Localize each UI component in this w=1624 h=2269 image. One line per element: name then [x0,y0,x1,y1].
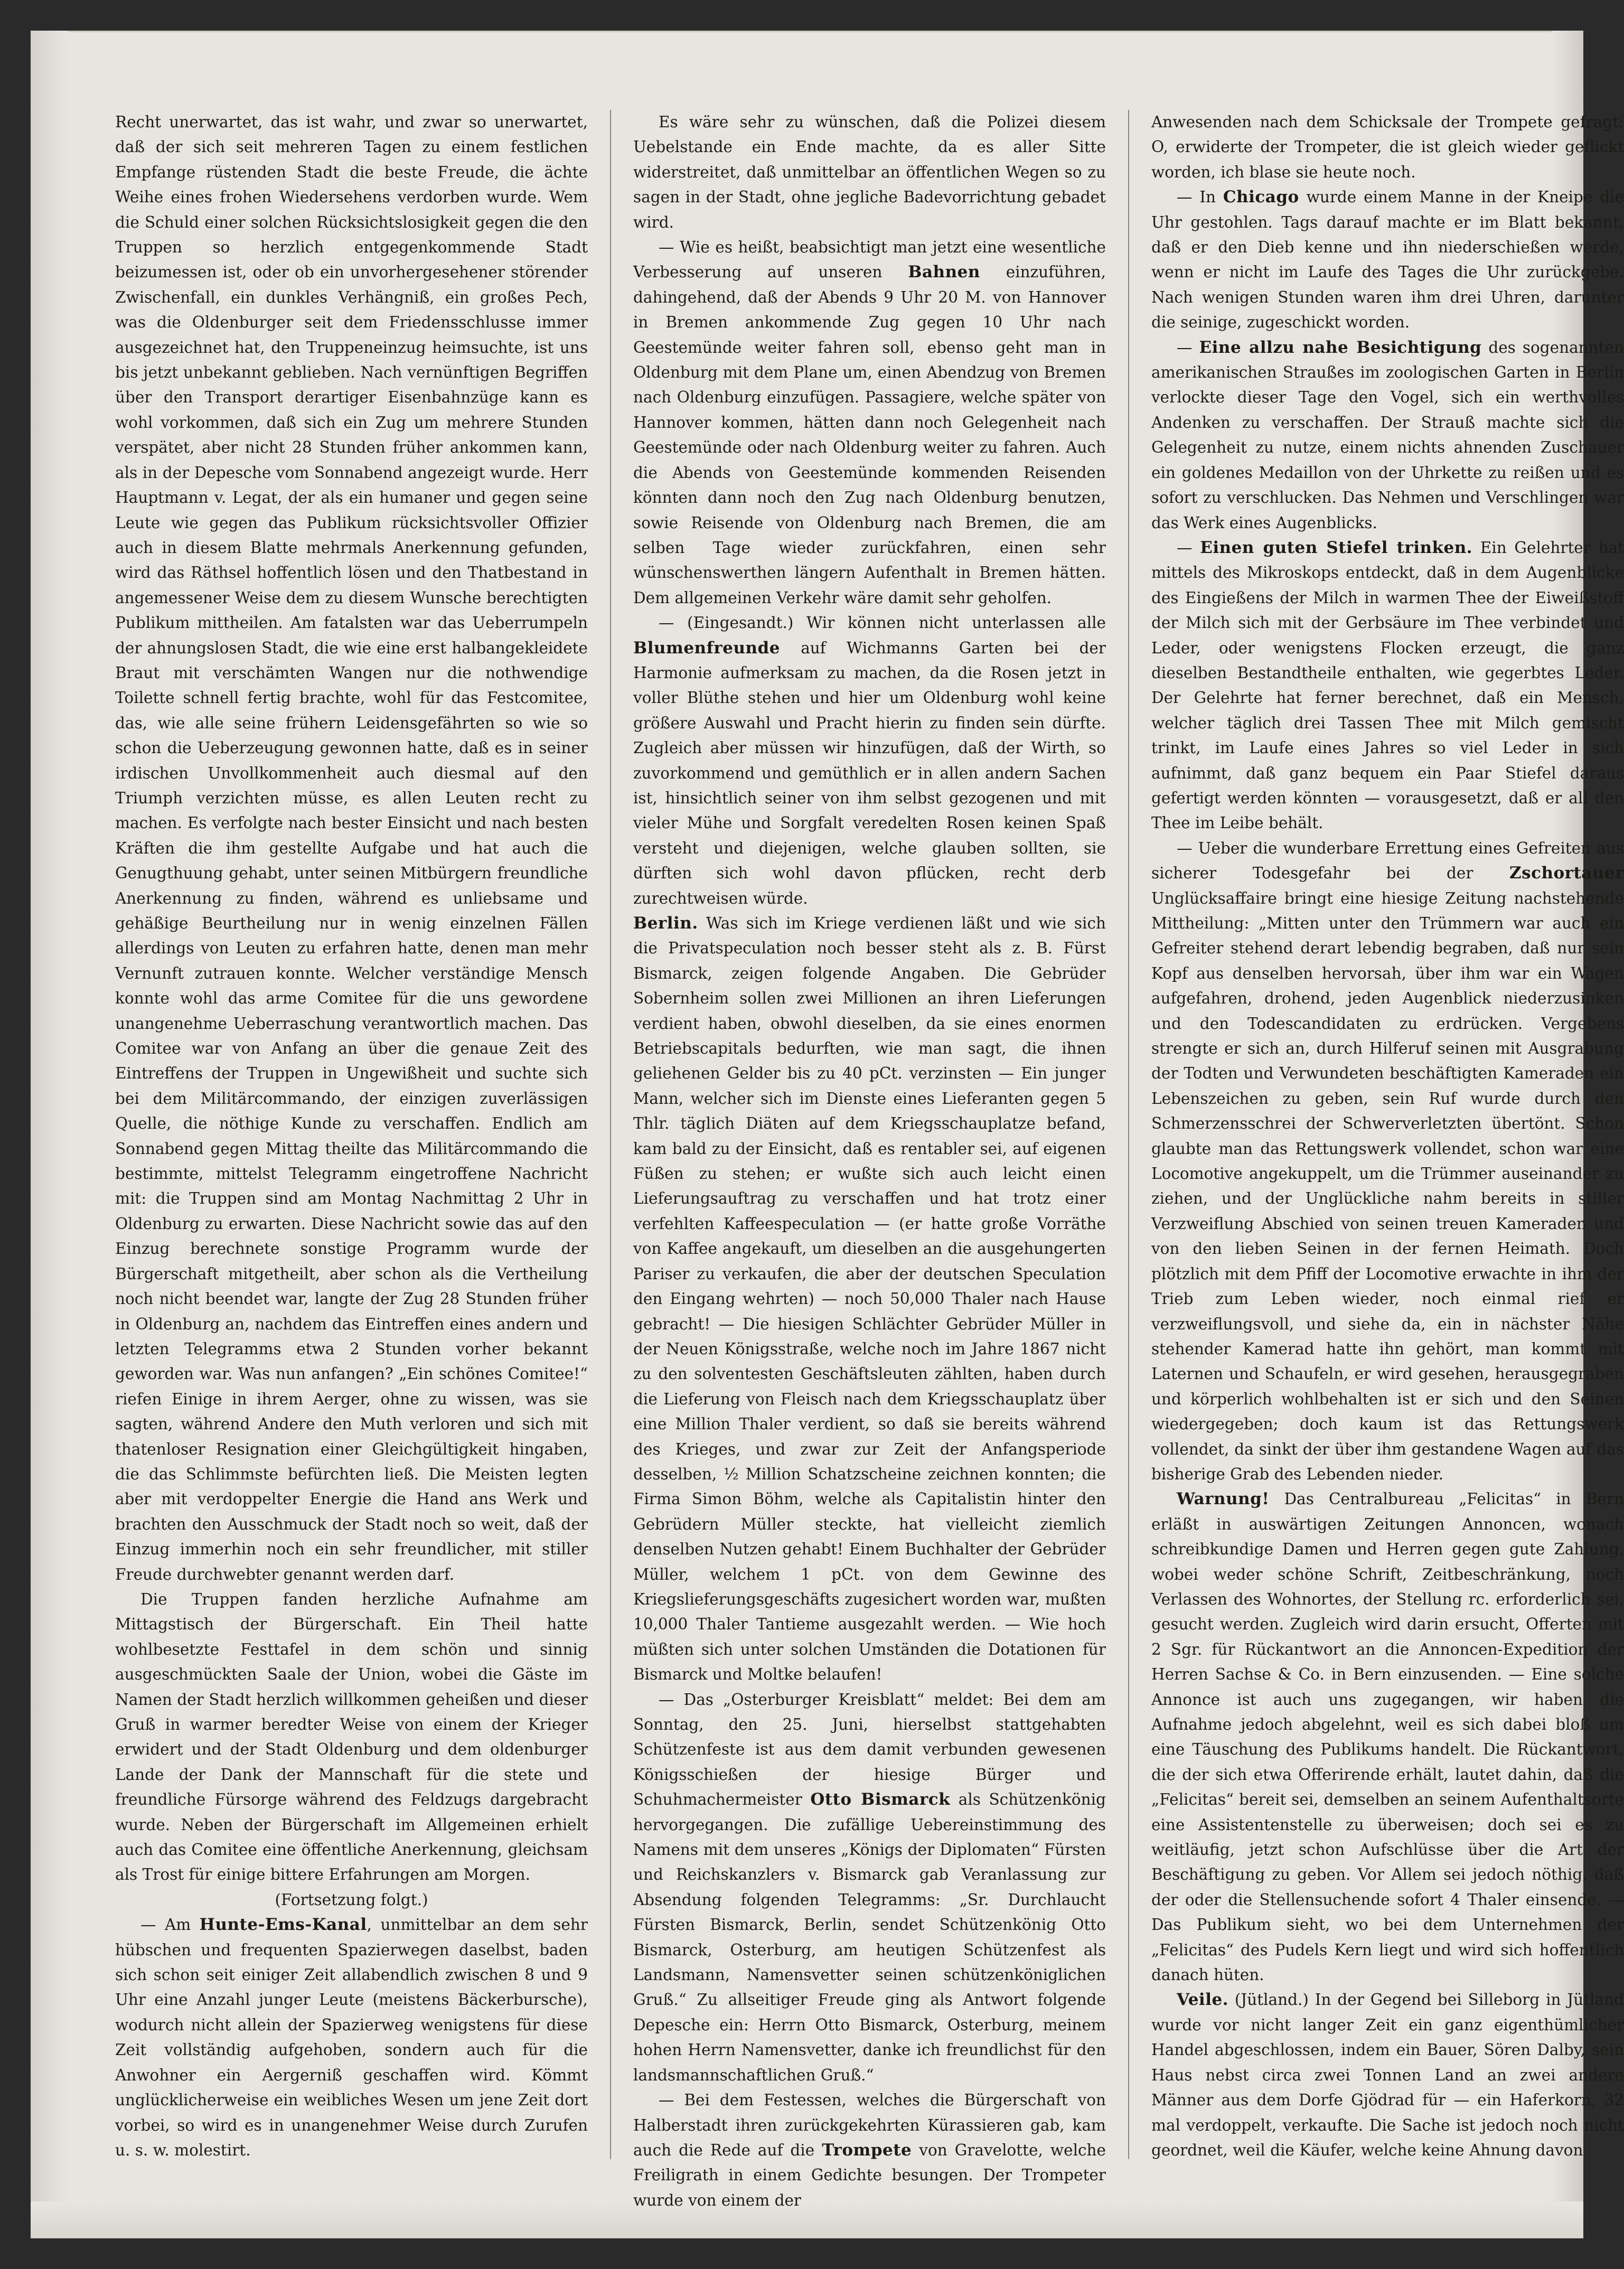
column-1 [115,110,588,2159]
article-paragraph: Es wäre sehr zu wünschen, daß die Polizei diesem Uebelstande ein Ende machte, da es aller Sitte widerstreitet, daß unmittelbar an öffentlichen Wegen so zu sagen in der Stadt, ohne jegliche Badevorrichtung gebadet wird. [633,113,1106,231]
paragraph-lead: — In [1177,188,1223,207]
article-paragraph: Die Truppen fanden herzliche Aufnahme am Mittagstisch der Bürgerschaft. Ein Theil hatte wohlbesetzte Festtafel in dem schön und sinnig ausgeschmückten Saale der Union, wobei die Gäste im Namen der Stadt herzlich willkommen geheißen und dieser Gruß in warmer beredter Weise von einem der Krieger erwidert und der Stadt Oldenburg und dem oldenburger Lande der Dank der Mannschaft für die stete und freundliche Fürsorge während des Feldzugs dargebracht wurde. Neben der Bürgerschaft im Allgemeinen erhielt auch das Comitee eine öffentliche Anerkennung, gleichsam als Trost für einige bittere Erfahrungen am Morgen. [115,1590,588,1884]
paragraph-text: Das Centralbureau „Felicitas“ in Bern erläßt in auswärtigen Zeitungen Annoncen, wonach schreibkundige Damen und Herren gegen gute Zahlung, wobei weder schöne Schrift, Zeitbeschränkung, noch Verlassen des Wohnortes, der Stellung rc. erforderlich sei, gesucht werden. Zugleich wird darin ersucht, Offerten mit 2 Sgr. für Rückantwort an die Annoncen-Expedition der Herren Sachse & Co. in Bern einzusenden. — Eine solche Annonce ist auch uns zugegangen, wir haben die Aufnahme jedoch abgelehnt, weil es sich dabei bloß um eine Täuschung des Publikums handelt. Die Rückantwort, die der sich etwa Offerirende erhält, lautet dahin, daß die „Felicitas“ bereit sei, demselben an seinem Aufenthaltsorte eine Assistentenstelle zu überweisen; doch sei es zu weitläufig, jetzt schon Aufschlüsse über die Art der Beschäftigung zu geben. Vor Allem sei jedoch nöthig, daß der oder die Stellensuchende sofort 4 Thaler einsende. — Das Publikum sieht, wo bei dem Unternehmen der „Felicitas“ des Pudels Kern liegt und wird sich hoffentlich danach hüten. [1151,1490,1624,1984]
paragraph-text: wurde einem Manne in der Kneipe die Uhr gestohlen. Tags darauf machte er im Blatt bekannt, daß er den Dieb kenne und ihn niederschießen werde, wenn er nicht im Laufe des Tages die Uhr zurückgebe. Nach wenigen Stunden waren ihm drei Uhren, darunter die seinige, zugeschickt worden. [1151,188,1624,332]
paragraph-lead: — Ueber die wunderbare Errettung eines Gefreiten aus sicherer Todesgefahr bei der [1151,839,1624,883]
article-paragraph [633,235,1106,611]
paragraph-text: von Gravelotte, welche Freiligrath in einem Gedichte besungen. Der Trompeter wurde von einem der [633,2141,1106,2209]
text-columns [115,110,1624,2209]
page-edge-shadow-left [31,31,68,2238]
headline-keyword: Einen guten Stiefel trinken. [1200,538,1473,557]
column-3 [1151,110,1624,2159]
paragraph-lead: — [1177,538,1200,557]
headline-keyword: Zschortauer [1509,864,1624,883]
headline-keyword: Otto Bismarck [810,1790,951,1809]
newspaper-page [31,31,1624,2238]
article-paragraph [633,2088,1106,2213]
paragraph-lead: — Am [140,1916,200,1934]
article-paragraph: (Fortsetzung folgt.) [275,1890,428,1909]
article-paragraph [1151,185,1624,335]
paragraph-text: des sogenannten amerikanischen Straußes im zoologischen Garten in Berlin verlockte dieser Tage den Vogel, sich ein werthvolles Andenken zu verschaffen. Der Strauß machte sich die Gelegenheit zu nutze, einem nichts ahnenden Zuschauer ein goldenes Medaillon von der Uhrkette zu reißen und es sofort zu verschlucken. Das Nehmen und Verschlingen war das Werk eines Augenblicks. [1151,338,1624,532]
headline-keyword: Eine allzu nahe Besichtigung [1199,337,1482,357]
paragraph-text: als Schützenkönig hervorgegangen. Die zufällige Uebereinstimmung des Namens mit dem unseres „Königs der Diplomaten“ Fürsten und Reichskanzlers v. Bismarck gab Veranlassung zur Absendung folgenden Telegramms: „Sr. Durchlaucht Fürsten Bismarck, Berlin, sendet Schützenkönig Otto Bismarck, Osterburg, am heutigen Schützenfest als Landsmann, Namensvetter seinen schützenköniglichen Gruß.“ Zu allseitiger Freude ging als Antwort folgende Depesche ein: Herrn Otto Bismarck, Osterburg, meinem hohen Herrn Namensvetter, danke ich freundlichst für den landsmannschaftlichen Gruß.“ [633,1790,1106,2084]
paragraph-text: auf Wichmanns Garten bei der Harmonie aufmerksam zu machen, da die Rosen jetzt in voller Blüthe stehen und hier um Oldenburg wohl keine größere Auswahl und Pracht hierin zu finden sein dürfte. Zugleich aber müssen wir hinzufügen, daß der Wirth, so zuvorkommend und gemüthlich er in allen andern Sachen ist, hinsichtlich seiner von ihm selbst gezogenen und mit vieler Mühe und Sorgfalt veredelten Rosen keinen Spaß versteht und diejenigen, welche glauben sollten, sie dürften sich wohl davon pflücken, recht derb zurechtweisen würde. [633,639,1106,907]
paragraph-text: Was sich im Kriege verdienen läßt und wie sich die Privatspeculation noch besser steht als z. B. Fürst Bismarck, zeigen folgende Angaben. Die Gebrüder Sobernheim sollen zwei Millionen an ihren Lieferungen verdient haben, obwohl dieselben, da sie eines enormen Betriebscapitals bedurften, wie man sagt, die ihnen geliehenen Gelder bis zu 40 pCt. verzinsten — Ein junger Mann, welcher sich im Dienste eines Lieferanten gegen 5 Thlr. täglich Diäten auf dem Kriegsschauplatze befand, kam bald zu der Einsicht, daß es rentabler sei, auf eigenen Füßen zu stehen; er wußte sich auch leicht einen Lieferungsauftrag zu verschaffen und hat trotz einer verfehlten Kaffeespeculation — (er hatte große Vorräthe von Kaffee angekauft, um dieselben an die ausgehungerten Pariser zu verkaufen, die aber der deutschen Speculation den Eingang wehrten) — noch 50,000 Thaler nach Hause gebracht! — Die hiesigen Schlächter Gebrüder Müller in der Neuen Königsstraße, welche noch im Jahre 1867 nicht zu den solventesten Geschäftsleuten zählten, haben durch die Lieferung von Fleisch nach dem Kriegsschauplatz über eine Million Thaler verdient, so daß sie bereits während des Krieges, und zwar zur Zeit der Anfangsperiode desselben, ½ Million Schatzscheine zeichnen konnten; die Firma Simon Böhm, welche als Capitalistin hinter den Gebrüdern Müller steckte, hat vielleicht ziemlich denselben Nutzen gehabt! Einem Buchhalter der Gebrüder Müller, welchem 1 pCt. von dem Gewinne des Kriegslieferungsgeschäfts zugesichert worden war, mußten 10,000 Thaler Tantieme ausgezahlt werden. — Wie hoch müßten sich unter solchen Umständen die Dotationen für Bismarck und Moltke belaufen! [633,914,1106,1684]
article-paragraph: Anwesenden nach dem Schicksale der Trompete gefragt: O, erwiderte der Trompeter, die ist gleich wieder geflickt worden, ich blase sie heute noch. [1151,113,1624,181]
column-2 [633,110,1106,2209]
paragraph-text: (Jütland.) In der Gegend bei Silleborg in Jütland wurde vor nicht langer Zeit ein ganz eigenthümlicher Handel abgeschlossen, indem ein Bauer, Sören Dalby, sein Haus nebst circa zwei Tonnen Land an zwei andere Männer aus dem Dorfe Gjödrad für — ein Haferkorn, 32 mal verdoppelt, verkaufte. Die Sache ist jedoch noch nicht geordnet, weil die Käufer, welche keine Ahnung davon [1151,1991,1624,2159]
paragraph-lead: — Das „Osterburger Kreisblatt“ meldet: Bei dem am Sonntag, den 25. Juni, hierselbst stattgehabten Schützenfeste ist aus dem damit verbunden gewesenen Königsschießen der hiesige Bürger und Schuhmachermeister [633,1690,1106,1809]
headline-keyword: Berlin. [633,914,698,933]
article-paragraph [1151,335,1624,536]
paragraph-lead: — Bei dem Festessen, welches die Bürgerschaft von Halberstadt ihren zurückgekehrten Kürassieren gab, kam auch die Rede auf die [633,2091,1106,2159]
paragraph-lead: — (Eingesandt.) Wir können nicht unterlassen alle [659,614,1106,632]
paragraph-text: Unglücksaffaire bringt eine hiesige Zeitung nachstehende Mittheilung: „Mitten unter den Trümmern war auch ein Gefreiter stehend derart lebendig begraben, daß nur sein Kopf aus denselben hervorsah, über ihm war ein Wagen aufgefahren, drohend, jeden Augenblick niederzusinken und den Todescandidaten zu erdrücken. Vergebens strengte er sich an, durch Hilferuf seinen mit Ausgrabung der Todten und Verwundeten beschäftigten Kameraden ein Lebenszeichen zu geben, sein Ruf wurde durch den Schmerzensschrei der Schwerverletzten übertönt. Schon glaubte man das Rettungswerk vollendet, schon war eine Locomotive angekuppelt, um die Trümmer auseinander zu ziehen, und der Unglückliche nahm bereits in stiller Verzweiflung Abschied von seinen treuen Kameraden und von den lieben Seinen in der fernen Heimath. Doch plötzlich mit dem Pfiff der Locomotive erwachte in ihm der Trieb zum Leben wieder, noch einmal rief er verzweiflungsvoll, und siehe da, ein in nächster Nähe stehender Kamerad hatte ihn gehört, man kommt mit Laternen und Schaufeln, er wird gesehen, herausgegraben und körperlich wohlbehalten ist er sich und den Seinen wiedergegeben; doch kaum ist das Rettungswerk vollendet, da sinkt der über ihm gestandene Wagen auf das bisherige Grab des Lebenden nieder. [1151,889,1624,1483]
column-rule [1128,110,1129,2159]
article-paragraph [1151,536,1624,836]
paragraph-lead: — [1177,338,1199,357]
headline-keyword: Hunte-Ems-Kanal [199,1915,367,1935]
article-paragraph [1151,1487,1624,1987]
article-paragraph [633,911,1106,1687]
headline-keyword: Chicago [1223,187,1299,207]
article-paragraph [1151,1987,1624,2163]
paragraph-text: , unmittelbar an dem sehr hübschen und frequenten Spazierwegen daselbst, baden sich schon seit einiger Zeit allabendlich zwischen 8 und 9 Uhr eine Anzahl junger Leute (meistens Bäckerbursche), wodurch nicht allein der Spazierweg wenigstens für diese Zeit vollständig aufgehoben, sondern auch für die Anwohner ein Aergerniß geschaffen wird. Kömmt unglücklicherweise ein weibliches Wesen um jene Zeit dort vorbei, so wird es in unangenehmer Weise durch Zurufen u. s. w. molestirt. [115,1916,588,2159]
headline-keyword: Warnung! [1177,1489,1270,1509]
paragraph-text: einzuführen, dahingehend, daß der Abends 9 Uhr 20 M. von Hannover in Bremen ankommende Zug gegen 10 Uhr nach Geestemünde weiter fahren soll, ebenso geht man in Oldenburg mit dem Plane um, einen Abendzug von Bremen nach Oldenburg einzufügen. Passagiere, welche später von Hannover kommen, hätten dann noch Gelegenheit nach Geestemünde oder nach Oldenburg weiter zu fahren. Auch die Abends von Geestemünde kommenden Reisenden könnten dann noch den Zug nach Oldenburg benutzen, sowie Reisende von Oldenburg nach Bremen, die am selben Tage wieder zurückfahren, einen sehr wünschenswerthen längern Aufenthalt in Bremen hätten. Dem allgemeinen Verkehr wäre damit sehr geholfen. [633,263,1106,607]
paragraph-text: Ein Gelehrter hat mittels des Mikroskops entdeckt, daß in dem Augenblicke des Eingießens der Milch in warmen Thee der Eiweißstoff der Milch sich mit der Gerbsäure im Thee verbindet und Leder, oder wenigstens Flocken erzeugt, die ganz dieselben Bestandtheile enthalten, wie gegerbtes Leder. Der Gelehrte hat ferner berechnet, daß ein Mensch, welcher täglich drei Tassen Thee mit Milch gemischt trinkt, im Laufe eines Jahres so viel Leder in sich aufnimmt, daß ganz bequem ein Paar Stiefel daraus gefertigt werden könnten — vorausgesetzt, daß er all den Thee im Leibe behält. [1151,538,1624,832]
article-paragraph [1151,836,1624,1487]
article-paragraph [633,611,1106,911]
headline-keyword: Blumenfreunde [633,638,780,658]
headline-keyword: Trompete [822,2140,912,2160]
article-paragraph [115,1912,588,2163]
paragraph-lead: — Wie es heißt, beabsichtigt man jetzt eine wesentliche Verbesserung auf unseren [633,238,1106,282]
headline-keyword: Bahnen [908,262,980,282]
article-paragraph [633,1687,1106,2088]
column-rule [610,110,611,2159]
article-paragraph: Recht unerwartet, das ist wahr, und zwar so unerwartet, daß der sich seit mehreren Tagen zu einem festlichen Empfange rüstenden Stadt die beste Freude, die ächte Weihe eines frohen Wiedersehens verdorben wurde. Wem die Schuld einer solchen Rücksichtslosigkeit gegen die den Truppen so herzlich entgegenkommende Stadt beizumessen ist, oder ob ein unvorhergesehener störender Zwischenfall, ein dunkles Verhängniß, ein großes Pech, was die Oldenburger seit dem Friedensschlusse immer ausgezeichnet hat, den Truppeneinzug heimsuchte, ist uns bis jetzt unbekannt geblieben. Nach vernünftigen Begriffen über den Transport derartiger Eisenbahnzüge kann es wohl vorkommen, daß sich ein Zug um mehrere Stunden verspätet, aber nicht 28 Stunden früher ankommen kann, als in der Depesche vom Sonnabend angezeigt wurde. Herr Hauptmann v. Legat, der als ein humaner und gegen seine Leute wie gegen das Publikum rücksichtsvoller Offizier auch in diesem Blatte mehrmals Anerkennung gefunden, wird das Räthsel hoffentlich lösen und den Thatbestand in angemessener Weise dem zu diesem Wunsche berechtigten Publikum mittheilen. Am fatalsten war das Ueberrumpeln der ahnungslosen Stadt, die wie eine erst halbangekleidete Braut mit verschämten Wangen nur die nothwendige Toilette schnell fertig brachte, wohl für das Festcomitee, das, wie alle seine frühern Leidensgefährten so wie so schon die Ueberzeugung gewonnen hatte, daß es in seiner irdischen Unvollkommenheit auch diesmal auf den Triumph verzichten müsse, es allen Leuten recht zu machen. Es verfolgte nach bester Einsicht und nach besten Kräften die ihm gestellte Aufgabe und hat auch die Genugthuung gehabt, unter seinen Mitbürgern freundliche Anerkennung zu finden, während es unliebsame und gehäßige Beurtheilung nur in wenig einzelnen Fällen allerdings von Leuten zu erfahren hatte, denen man mehr Vernunft zutrauen konnte. Welcher verständige Mensch konnte wohl das arme Comitee für die uns gewordene unangenehme Ueberraschung verantwortlich machen. Das Comitee war von Anfang an über die genaue Zeit des Eintreffens der Truppen in Ungewißheit und suchte sich bei dem Militärcommando, der einzigen zuverlässigen Quelle, die nöthige Kunde zu verschaffen. Endlich am Sonnabend gegen Mittag theilte das Militärcommando die bestimmte, mittelst Telegramm eingetroffene Nachricht mit: die Truppen sind am Montag Nachmittag 2 Uhr in Oldenburg zu erwarten. Diese Nachricht sowie das auf den Einzug berechnete sonstige Programm wurde der Bürgerschaft mitgetheilt, aber schon als die Vertheilung noch nicht beendet war, langte der Zug 28 Stunden früher in Oldenburg an, nachdem das Eintreffen eines andern und letzten Telegramms etwa 2 Stunden vorher bekannt geworden war. Was nun anfangen? „Ein schönes Comitee!“ riefen Einige in ihrem Aerger, ohne zu wissen, was sie sagten, während Andere den Muth verloren und sich mit thatenloser Resignation einer Gleichgültigkeit hingaben, die das Schlimmste befürchten ließ. Die Meisten legten aber mit verdoppelter Energie die Hand ans Werk und brachten den Ausschmuck der Stadt noch so weit, daß der Einzug immerhin noch ein sehr freundlicher, mit stiller Freude durchwebter genannt werden darf. [115,113,588,1583]
headline-keyword: Veile. [1177,1990,1228,2010]
